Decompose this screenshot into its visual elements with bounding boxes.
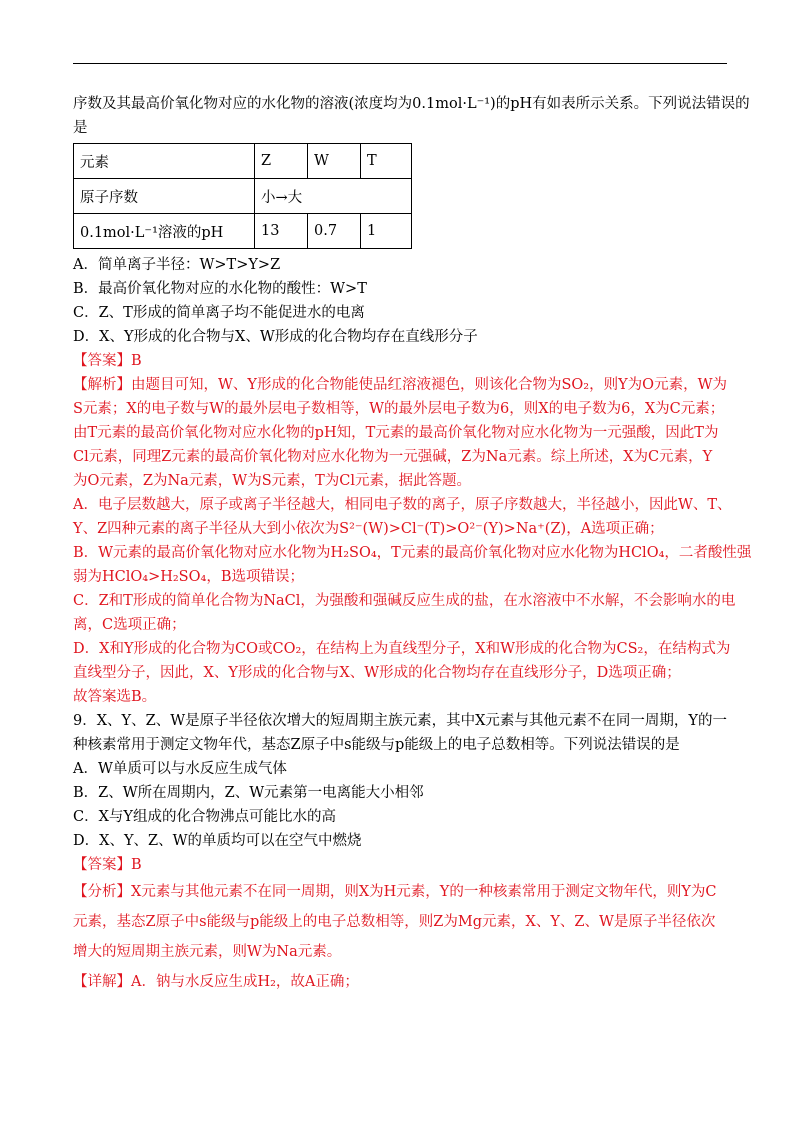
q8-analysis-line: S元素；X的电子数与W的最外层电子数相等，W的最外层电子数为6，则X的电子数为6，X为C元素； bbox=[73, 401, 725, 417]
q8-analysis-line: 故答案选B。 bbox=[73, 689, 157, 705]
q8-analysis-line: C．Z和T形成的简单化合物为NaCl，为强酸和强碱反应生成的盐，在水溶液中不水解，不会影响水的电 bbox=[73, 593, 736, 609]
q8-analysis-line: 由T元素的最高价氧化物对应水化物的pH知，T元素的最高价氧化物对应水化物为一元强酸，因此T为 bbox=[73, 425, 719, 441]
q8-analysis-line: 直线型分子，因此，X、Y形成的化合物与X、W形成的化合物均存在直线形分子，D选项正确； bbox=[73, 665, 681, 681]
q9-answer: 【答案】B bbox=[73, 857, 142, 873]
q8-option-a: A．简单离子半径：W>T>Y>Z bbox=[73, 257, 281, 273]
q9-analysis-line: 【分析】X元素与其他元素不在同一周期，则X为H元素，Y的一种核素常用于测定文物年代，则Y为C bbox=[73, 884, 717, 900]
q8-analysis-line: 离，C选项正确； bbox=[73, 617, 186, 633]
table-cell-order: 小→大 bbox=[255, 179, 412, 214]
q8-option-b: B．最高价氧化物对应的水化物的酸性：W>T bbox=[73, 281, 367, 297]
table-row bbox=[74, 214, 412, 249]
intro-line-1: 序数及其最高价氧化物对应的水化物的溶液(浓度均为0.1mol·L⁻¹)的pH有如表所示关系。下列说法错误的 bbox=[73, 96, 750, 112]
q9-option-c: C．X与Y组成的化合物沸点可能比水的高 bbox=[73, 809, 336, 825]
q8-option-c: C．Z、T形成的简单离子均不能促进水的电离 bbox=[73, 305, 365, 321]
table-row bbox=[74, 144, 412, 179]
q9-analysis-line: 增大的短周期主族元素，则W为Na元素。 bbox=[73, 944, 342, 960]
table-cell: 元素 bbox=[74, 144, 255, 179]
q8-analysis-line: 为O元素，Z为Na元素，W为S元素，T为Cl元素，据此答题。 bbox=[73, 473, 472, 489]
q9-detail-line: 【详解】A．钠与水反应生成H₂，故A正确； bbox=[73, 974, 359, 990]
q9-stem-line: 种核素常用于测定文物年代，基态Z原子中s能级与p能级上的电子总数相等。下列说法错误的是 bbox=[73, 737, 680, 753]
header-rule bbox=[73, 63, 727, 64]
q8-analysis-line: 【解析】由题目可知，W、Y形成的化合物能使品红溶液褪色，则该化合物为SO₂，则Y为O元素，W为 bbox=[73, 377, 727, 393]
q9-option-b: B．Z、W所在周期内，Z、W元素第一电离能大小相邻 bbox=[73, 785, 424, 801]
q8-analysis-line: D．X和Y形成的化合物为CO或CO₂，在结构上为直线型分子，X和W形成的化合物为CS₂，在结构式为 bbox=[73, 641, 731, 657]
table-cell: 原子序数 bbox=[74, 179, 255, 214]
q9-option-d: D．X、Y、Z、W的单质均可以在空气中燃烧 bbox=[73, 833, 362, 849]
document-page bbox=[73, 92, 752, 997]
q8-analysis-line: B．W元素的最高价氧化物对应水化物为H₂SO₄，T元素的最高价氧化物对应水化物为HClO₄，二者酸性强 bbox=[73, 545, 752, 561]
q8-analysis-line: 弱为HClO₄>H₂SO₄，B选项错误； bbox=[73, 569, 304, 585]
table-cell: 13 bbox=[255, 214, 308, 249]
q9-analysis-line: 元素，基态Z原子中s能级与p能级上的电子总数相等，则Z为Mg元素，X、Y、Z、W是原子半径依次 bbox=[73, 914, 716, 930]
intro-line-2: 是 bbox=[73, 120, 88, 136]
table-cell: 1 bbox=[361, 214, 412, 249]
q8-analysis-line: Y、Z四种元素的离子半径从大到小依次为S²⁻(W)>Cl⁻(T)>O²⁻(Y)>Na⁺(Z)，A选项正确； bbox=[73, 521, 664, 537]
table-row bbox=[74, 179, 412, 214]
q8-analysis-line: Cl元素，同理Z元素的最高价氧化物对应水化物为一元强碱，Z为Na元素。综上所述，X为C元素，Y bbox=[73, 449, 713, 465]
q8-answer: 【答案】B bbox=[73, 353, 142, 369]
table-cell: 0.7 bbox=[308, 214, 361, 249]
table-cell: 0.1mol·L⁻¹溶液的pH bbox=[74, 214, 255, 249]
element-table bbox=[73, 143, 412, 249]
q8-option-d: D．X、Y形成的化合物与X、W形成的化合物均存在直线形分子 bbox=[73, 329, 478, 345]
table-cell: W bbox=[308, 144, 361, 179]
q9-option-a: A．W单质可以与水反应生成气体 bbox=[73, 761, 287, 777]
table-cell: Z bbox=[255, 144, 308, 179]
table-cell: T bbox=[361, 144, 412, 179]
q8-analysis-line: A．电子层数越大，原子或离子半径越大，相同电子数的离子，原子序数越大，半径越小，因此W、T、 bbox=[73, 497, 732, 513]
q9-stem-line: 9．X、Y、Z、W是原子半径依次增大的短周期主族元素，其中X元素与其他元素不在同一周期，Y的一 bbox=[73, 713, 727, 729]
